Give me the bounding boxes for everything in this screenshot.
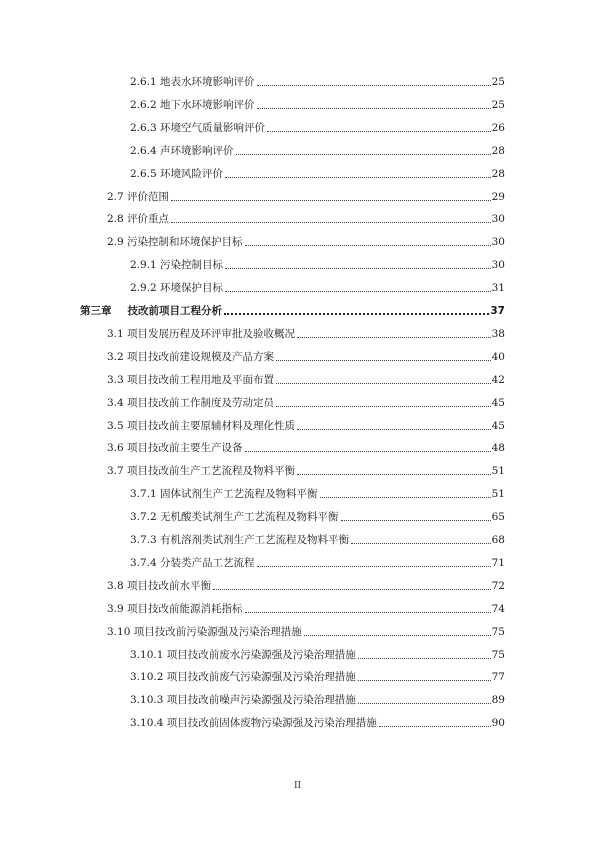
toc-entry[interactable] (130, 168, 505, 181)
toc-entry-page: 45 (491, 419, 505, 432)
toc-entry[interactable] (107, 626, 505, 639)
toc-dot-leader (341, 520, 491, 521)
toc-dot-leader (213, 589, 491, 590)
toc-entry-title: 3.10.1 项目技改前废水污染源强及污染治理措施 (130, 648, 356, 661)
toc-entry[interactable] (107, 580, 505, 593)
toc-dot-leader (351, 543, 491, 544)
toc-entry[interactable] (130, 122, 505, 135)
toc-entry-page: 75 (491, 625, 505, 638)
toc-dot-leader (171, 200, 491, 201)
toc-chapter-label: 第三章 (80, 305, 112, 317)
toc-entry-title: 2.8 评价重点 (107, 213, 170, 226)
toc-dot-leader (224, 313, 489, 315)
toc-entry[interactable] (107, 351, 505, 364)
toc-entry-page: 51 (491, 465, 505, 478)
toc-entry[interactable] (107, 442, 505, 455)
toc-entry-title: 3.7 项目技改前生产工艺流程及物料平衡 (107, 465, 296, 478)
toc-entry-title: 2.6.2 地下水环境影响评价 (130, 98, 255, 111)
toc-entry-title: 3.1 项目发展历程及环评审批及验收概况 (107, 327, 296, 340)
toc-entry-title: 3.10.4 项目技改前固体废物污染源强及污染治理措施 (130, 717, 377, 730)
toc-entry-title: 3.7.2 无机酸类试剂生产工艺流程及物料平衡 (130, 511, 339, 524)
toc-dot-leader (276, 406, 491, 407)
toc-dot-leader (358, 680, 491, 681)
toc-entry[interactable] (107, 374, 505, 387)
toc-dot-leader (276, 383, 491, 384)
toc-entry-title: 3.7.3 有机溶剂类试剂生产工艺流程及物料平衡 (130, 534, 350, 546)
toc-dot-leader (236, 154, 491, 155)
toc-dot-leader (267, 131, 491, 132)
toc-entry-page: 30 (491, 236, 505, 249)
toc-dot-leader (297, 337, 491, 338)
toc-entry-page: 38 (491, 327, 505, 340)
toc-entry-page: 26 (491, 121, 505, 134)
toc-dot-leader (257, 108, 491, 109)
toc-chapter-entry[interactable] (80, 305, 505, 318)
toc-dot-leader (245, 245, 491, 246)
toc-entry[interactable] (130, 671, 505, 684)
toc-entry-page: 74 (491, 602, 505, 615)
toc-entry-title: 3.4 项目技改前工作制度及劳动定员 (107, 396, 275, 409)
toc-entry[interactable] (130, 488, 505, 501)
toc-dot-leader (358, 703, 491, 704)
toc-dot-leader (297, 474, 491, 475)
toc-entry[interactable] (130, 694, 505, 707)
toc-entry-page: 71 (491, 556, 505, 569)
toc-entry-page: 30 (491, 259, 505, 272)
toc-entry-title: 2.6.3 环境空气质量影响评价 (130, 121, 266, 134)
toc-entry[interactable] (107, 191, 505, 204)
toc-entry-page: 77 (491, 671, 505, 684)
toc-entry-page: 29 (491, 190, 505, 203)
toc-entry[interactable] (130, 649, 505, 662)
toc-dot-leader (245, 451, 491, 452)
toc-dot-leader (276, 360, 491, 361)
toc-entry-title: 3.8 项目技改前水平衡 (107, 579, 212, 592)
toc-entry-title: 3.10.2 项目技改前废气污染源强及污染治理措施 (130, 671, 356, 684)
toc-dot-leader (320, 497, 491, 498)
toc-entry-title: 3.10 项目技改前污染源强及污染治理措施 (107, 625, 302, 638)
toc-entry[interactable] (107, 236, 505, 249)
toc-entry[interactable] (130, 282, 505, 295)
toc-entry-page: 48 (491, 442, 505, 455)
toc-entry-title: 2.6.5 环境风险评价 (130, 167, 224, 180)
toc-entry-title: 2.9.1 污染控制目标 (130, 259, 224, 272)
toc-entry-page: 68 (491, 534, 505, 546)
toc-chapter-title: 技改前项目工程分析 (127, 305, 222, 317)
toc-entry-page: 89 (491, 694, 505, 707)
toc-entry-title: 3.7.4 分装类产品工艺流程 (130, 556, 255, 569)
toc-entry-page: 30 (491, 213, 505, 226)
toc-dot-leader (358, 658, 491, 659)
toc-entry-page: 28 (491, 167, 505, 180)
toc-entry-title: 3.6 项目技改前主要生产设备 (107, 442, 243, 455)
toc-entry-title: 3.2 项目技改前建设规模及产品方案 (107, 350, 275, 363)
toc-entry-title (80, 305, 222, 318)
toc-entry-page: 90 (491, 717, 505, 730)
toc-entry-title: 3.9 项目技改前能源消耗指标 (107, 602, 243, 615)
toc-entry-title: 3.5 项目技改前主要原辅材料及理化性质 (107, 419, 296, 432)
toc-dot-leader (379, 726, 491, 727)
toc-entry[interactable] (107, 465, 505, 478)
page-number: II (293, 781, 302, 791)
toc-entry[interactable] (107, 397, 505, 410)
toc-entry-page: 72 (491, 579, 505, 592)
toc-entry-page: 42 (491, 373, 505, 386)
toc-entry[interactable] (130, 99, 505, 112)
toc-dot-leader (257, 566, 491, 567)
toc-entry-page: 75 (491, 648, 505, 661)
toc-dot-leader (245, 612, 491, 613)
toc-entry-page: 25 (491, 76, 505, 88)
toc-dot-leader (297, 429, 491, 430)
toc-entry[interactable] (130, 534, 505, 547)
toc-entry[interactable] (130, 76, 505, 89)
toc-entry-title: 3.3 项目技改前工程用地及平面布置 (107, 373, 275, 386)
toc-entry[interactable] (130, 717, 505, 730)
toc-entry-page: 37 (490, 305, 505, 317)
toc-entry-title: 3.7.1 固体试剂生产工艺流程及物料平衡 (130, 488, 318, 501)
toc-entry[interactable] (130, 557, 505, 570)
toc-entry-title: 2.6.1 地表水环境影响评价 (130, 76, 255, 88)
toc-entry-page: 65 (491, 511, 505, 524)
toc-dot-leader (304, 635, 491, 636)
toc-entry[interactable] (130, 145, 505, 158)
toc-entry[interactable] (130, 511, 505, 524)
toc-entry-title: 2.7 评价范围 (107, 190, 170, 203)
toc-dot-leader (225, 268, 491, 269)
toc-entry-title: 2.9.2 环境保护目标 (130, 282, 224, 295)
toc-entry-title: 2.6.4 声环境影响评价 (130, 144, 234, 157)
toc-entry[interactable] (130, 259, 505, 272)
toc-entry[interactable] (107, 420, 505, 433)
toc-dot-leader (171, 222, 491, 223)
toc-entry-page: 25 (491, 98, 505, 111)
toc-entry-title: 2.9 污染控制和环境保护目标 (107, 236, 243, 249)
toc-entry-page: 31 (491, 282, 505, 295)
toc-entry[interactable] (107, 213, 505, 226)
toc-entry-page: 40 (491, 350, 505, 363)
toc-entry[interactable] (107, 328, 505, 341)
toc-entry-page: 28 (491, 144, 505, 157)
toc-entry-page: 45 (491, 396, 505, 409)
toc-dot-leader (225, 177, 491, 178)
toc-entry-page: 51 (491, 488, 505, 501)
toc-dot-leader (257, 85, 491, 86)
toc-entry-title: 3.10.3 项目技改前噪声污染源强及污染治理措施 (130, 694, 356, 707)
toc-dot-leader (225, 291, 491, 292)
toc-entry[interactable] (107, 603, 505, 616)
